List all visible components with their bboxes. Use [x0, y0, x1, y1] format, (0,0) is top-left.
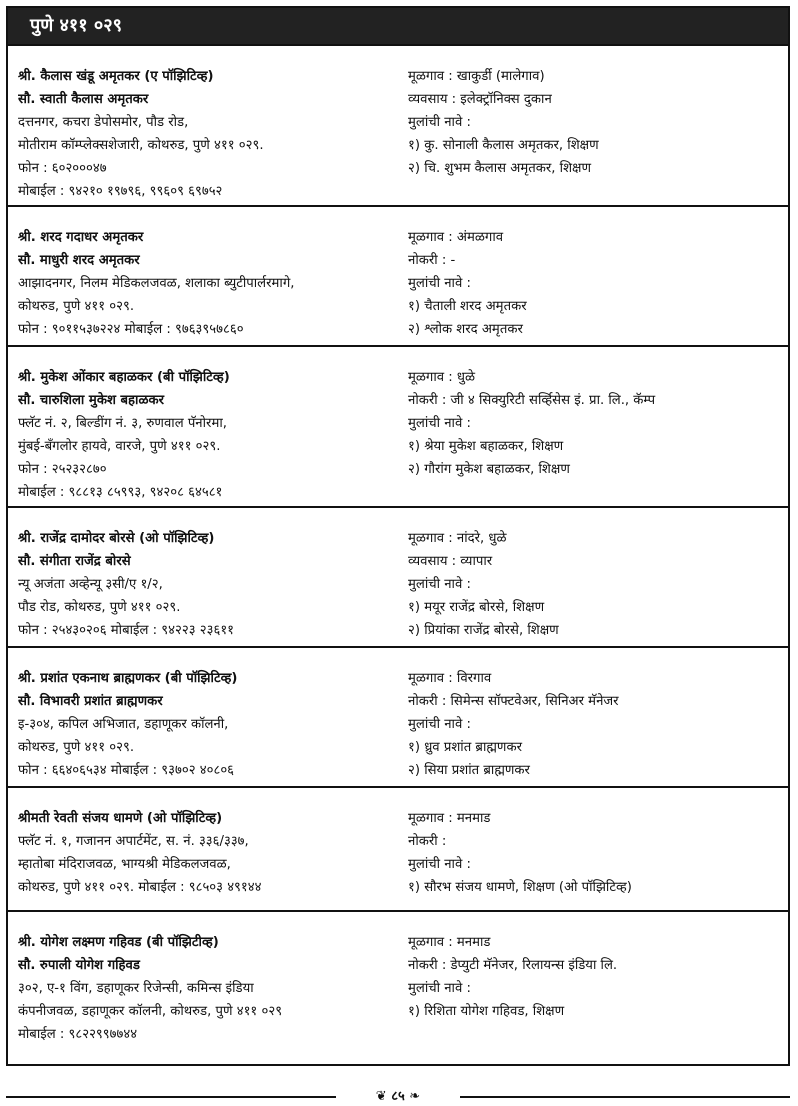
entry-right-column	[408, 667, 778, 786]
entry-native-place: मूळगाव : मनमाड	[408, 811, 491, 826]
entry-head-name: श्रीमती रेवती संजय धामणे (ओ पॉझिटिव्ह)	[18, 811, 223, 826]
entry-right-column	[408, 366, 778, 506]
entry-spouse-name: सौ. रुपाली योगेश गहिवड	[18, 958, 140, 973]
entry-child: १) रिशिता योगेश गहिवड, शिक्षण	[408, 1004, 565, 1019]
entry-native-place: मूळगाव : धुळे	[408, 370, 476, 385]
entry-right-column	[408, 931, 778, 1064]
entry-native-place: मूळगाव : अंमळगाव	[408, 230, 504, 245]
entry-mobile: मोबाईल : ९४२१० १९७९६, ९९६०९ ६९७५२	[18, 184, 223, 199]
entry-left-column	[18, 807, 408, 910]
entry-address-line: म्हातोबा मंदिराजवळ, भाग्यश्री मेडिकलजवळ,	[18, 857, 231, 872]
entry-address-line: इ-३०४, कपिल अभिजात, डहाणूकर कॉलनी,	[18, 717, 229, 732]
entry-children-label: मुलांची नावे :	[408, 276, 471, 291]
footer-rule-left	[6, 1096, 336, 1098]
entry-address-line: कंपनीजवळ, डहाणूकर कॉलनी, कोथरुड, पुणे ४११ ०२९	[18, 1004, 283, 1019]
entry-child: १) कु. सोनाली कैलास अमृतकर, शिक्षण	[408, 138, 599, 153]
entry-mobile: कोथरुड, पुणे ४११ ०२९. मोबाईल : ९८५०३ ४९१४४	[18, 880, 262, 895]
entry-head-name: श्री. राजेंद्र दामोदर बोरसे (ओ पॉझिटिव्ह)	[18, 531, 215, 546]
entry-occupation: नोकरी : सिमेन्स सॉफ्टवेअर, सिनिअर मॅनेजर	[408, 694, 619, 709]
directory-entry	[8, 44, 788, 205]
entry-address-line: ३०२, ए-१ विंग, डहाणूकर रिजेन्सी, कमिन्स इंडिया	[18, 981, 254, 996]
entry-phone: फोन : ६०२०००४७	[18, 161, 107, 176]
entry-child: २) गौरांग मुकेश बहाळकर, शिक्षण	[408, 462, 570, 477]
entry-address-line: कोथरुड, पुणे ४११ ०२९.	[18, 299, 135, 314]
section-title: पुणे ४११ ०२९	[30, 15, 122, 36]
entry-head-name: श्री. योगेश लक्ष्मण गहिवड (बी पॉझिटीव्ह)	[18, 935, 219, 950]
entry-phone: फोन : ९०११५३७२२४ मोबाईल : ९७६३९५७८६०	[18, 322, 244, 337]
entry-address-line: फ्लॅट नं. २, बिल्डींग नं. ३, रुणवाल पॅनोरमा,	[18, 416, 227, 431]
ornament-left-icon: ❦	[375, 1089, 387, 1104]
directory-frame	[6, 6, 790, 1066]
entry-spouse-name: सौ. चारुशिला मुकेश बहाळकर	[18, 393, 165, 408]
entry-right-column	[408, 226, 778, 345]
directory-entry	[8, 646, 788, 786]
page-footer	[6, 1089, 790, 1104]
entry-occupation: व्यवसाय : व्यापार	[408, 554, 493, 569]
footer-rule-right	[460, 1096, 790, 1098]
directory-entry	[8, 205, 788, 345]
directory-entry	[8, 506, 788, 646]
entry-left-column	[18, 65, 408, 205]
entry-phone: फोन : २५२३२८७०	[18, 462, 107, 477]
entry-phone: फोन : २५४३०२०६ मोबाईल : ९४२२३ २३६११	[18, 623, 235, 638]
entry-left-column	[18, 366, 408, 506]
directory-entry	[8, 345, 788, 506]
entry-address-line: न्यू अजंता अव्हेन्यू ३सी/ए १/२,	[18, 577, 163, 592]
entry-child: २) प्रियांका राजेंद्र बोरसे, शिक्षण	[408, 623, 559, 638]
entry-left-column	[18, 527, 408, 646]
entry-children-label: मुलांची नावे :	[408, 857, 471, 872]
entry-spouse-name: सौ. माधुरी शरद अमृतकर	[18, 253, 140, 268]
entry-occupation: नोकरी : डेप्युटी मॅनेजर, रिलायन्स इंडिया लि.	[408, 958, 618, 973]
entry-occupation: नोकरी : जी ४ सिक्युरिटी सर्व्हिसेस इं. प्रा. लि., कॅम्प	[408, 393, 656, 408]
entry-children-label: मुलांची नावे :	[408, 717, 471, 732]
entry-right-column	[408, 65, 778, 205]
entry-occupation: नोकरी : -	[408, 253, 456, 268]
entry-left-column	[18, 667, 408, 786]
entry-left-column	[18, 931, 408, 1064]
entry-spouse-name: सौ. स्वाती कैलास अमृतकर	[18, 92, 149, 107]
entry-head-name: श्री. प्रशांत एकनाथ ब्राह्मणकर (बी पॉझिटिव्ह)	[18, 671, 238, 686]
entry-head-name: श्री. शरद गदाधर अमृतकर	[18, 230, 144, 245]
entry-address-line: कोथरुड, पुणे ४११ ०२९.	[18, 740, 135, 755]
ornament-right-icon: ❧	[409, 1089, 421, 1104]
entry-left-column	[18, 226, 408, 345]
entry-right-column	[408, 527, 778, 646]
entry-child: २) चि. शुभम कैलास अमृतकर, शिक्षण	[408, 161, 592, 176]
entry-address-line: फ्लॅट नं. १, गजानन अपार्टमेंट, स. नं. ३३६/३३७,	[18, 834, 249, 849]
entry-children-label: मुलांची नावे :	[408, 577, 471, 592]
entry-address-line: पौड रोड, कोथरुड, पुणे ४११ ०२९.	[18, 600, 181, 615]
entry-native-place: मूळगाव : मनमाड	[408, 935, 491, 950]
entry-mobile: मोबाईल : ९८८१३ ८५९९३, ९४२०८ ६४५८१	[18, 485, 223, 500]
entry-children-label: मुलांची नावे :	[408, 115, 471, 130]
entry-native-place: मूळगाव : नांदरे, धुळे	[408, 531, 507, 546]
entry-child: १) चैताली शरद अमृतकर	[408, 299, 527, 314]
entry-right-column	[408, 807, 778, 910]
entry-child: १) ध्रुव प्रशांत ब्राह्मणकर	[408, 740, 522, 755]
entry-mobile: मोबाईल : ९८२२९९७७४४	[18, 1027, 138, 1042]
entry-children-label: मुलांची नावे :	[408, 981, 471, 996]
entry-address-line: मोतीराम कॉम्प्लेक्सशेजारी, कोथरुड, पुणे ४११ ०२९.	[18, 138, 264, 153]
entry-address-line: दत्तनगर, कचरा डेपोसमोर, पौड रोड,	[18, 115, 189, 130]
entry-head-name: श्री. मुकेश ओंकार बहाळकर (बी पॉझिटिव्ह)	[18, 370, 230, 385]
entry-native-place: मूळगाव : विरगाव	[408, 671, 492, 686]
entry-child: २) सिया प्रशांत ब्राह्मणकर	[408, 763, 530, 778]
entry-spouse-name: सौ. विभावरी प्रशांत ब्राह्मणकर	[18, 694, 163, 709]
entry-occupation: व्यवसाय : इलेक्ट्रॉनिक्स दुकान	[408, 92, 552, 107]
directory-entry	[8, 786, 788, 910]
section-header	[8, 8, 788, 44]
entry-head-name: श्री. कैलास खंडू अमृतकर (ए पॉझिटिव्ह)	[18, 69, 214, 84]
entry-spouse-name: सौ. संगीता राजेंद्र बोरसे	[18, 554, 131, 569]
entry-address-line: आझादनगर, निलम मेडिकलजवळ, शलाका ब्युटीपार्लरमागे,	[18, 276, 295, 291]
entry-occupation: नोकरी :	[408, 834, 447, 849]
page-number-text: ८५	[391, 1089, 405, 1104]
entry-address-line: मुंबई-बँगलोर हायवे, वारजे, पुणे ४११ ०२९.	[18, 439, 221, 454]
entry-child: १) सौरभ संजय धामणे, शिक्षण (ओ पॉझिटिव्ह)	[408, 880, 632, 895]
entry-child: १) श्रेया मुकेश बहाळकर, शिक्षण	[408, 439, 564, 454]
entry-native-place: मूळगाव : खाकुर्डी (मालेगाव)	[408, 69, 545, 84]
entry-child: २) श्लोक शरद अमृतकर	[408, 322, 523, 337]
directory-entry	[8, 910, 788, 1064]
entry-children-label: मुलांची नावे :	[408, 416, 471, 431]
entry-child: १) मयूर राजेंद्र बोरसे, शिक्षण	[408, 600, 545, 615]
page-number	[344, 1086, 452, 1104]
entry-phone: फोन : ६६४०६५३४ मोबाईल : ९३७०२ ४०८०६	[18, 763, 235, 778]
